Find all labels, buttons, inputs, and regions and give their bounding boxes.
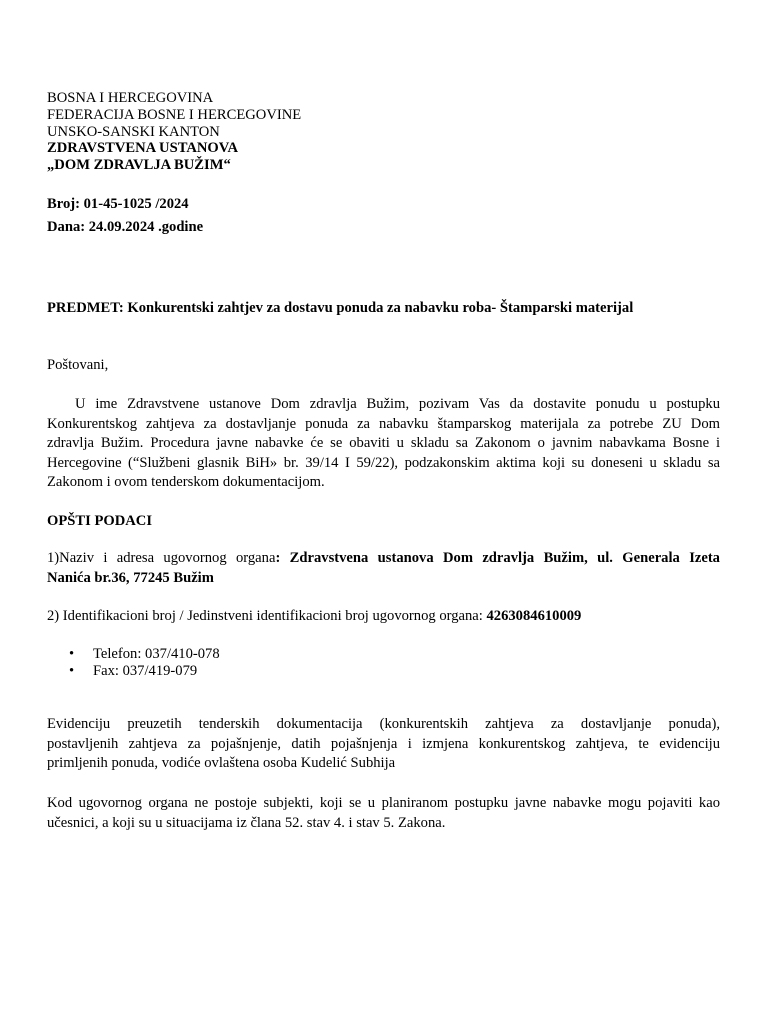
header-canton: UNSKO-SANSKI KANTON	[47, 123, 220, 140]
authority-prefix: 1)Naziv i adresa ugovornog organa	[47, 550, 276, 566]
conflict-line: Kod ugovornog organa ne postoje subjekti, koji se u planiranom postupku javne nabavke mogu pojaviti kao	[47, 795, 720, 811]
fax-number: Fax: 037/419-079	[93, 663, 198, 679]
bullet-icon: •	[69, 663, 75, 679]
records-line: Evidenciju preuzetih tenderskih dokumentacija (konkurentskih zahtjeva za dostavljanje ponuda),	[47, 716, 720, 732]
intro-line: Zakonom i ovom tenderskom dokumentacijom.	[47, 474, 325, 491]
authority-address: Nanića br.36, 77245 Bužim	[47, 569, 214, 586]
records-line: postavljenih zahtjeva za pojašnjenje, datih pojašnjenja i izmjena konkurentskog zahtjeva, te evidenciju	[47, 735, 720, 752]
conflict-paragraph	[47, 794, 720, 833]
intro-line: zdravlja Bužim. Procedura javne nabavke će se obaviti u skladu sa Zakonom o javnim nabavkama Bosne i	[47, 435, 720, 452]
document-number: Broj: 01-45-1025 /2024	[47, 196, 189, 212]
intro-line: Hercegovine (“Službeni glasnik BiH» br. 39/14 I 59/22), podzakonskim aktima koji su doneseni u skladu sa	[47, 454, 720, 471]
general-data-heading: OPŠTI PODACI	[47, 513, 153, 529]
header-institution-name: „DOM ZDRAVLJA BUŽIM“	[47, 157, 231, 174]
contracting-authority-item	[47, 549, 720, 588]
intro-line: U ime Zdravstvene ustanove Dom zdravlja Bužim, pozivam Vas da dostavite ponudu u postupku	[75, 396, 720, 412]
document-date: Dana: 24.09.2024 .godine	[47, 219, 204, 235]
conflict-line: učesnici, a koji su u situacijama iz člana 52. stav 4. i stav 5. Zakona.	[47, 814, 446, 831]
list-item	[47, 646, 220, 663]
header-institution-type: ZDRAVSTVENA USTANOVA	[47, 140, 238, 157]
contact-list	[47, 646, 220, 680]
list-item	[47, 663, 220, 680]
header-federation: FEDERACIJA BOSNE I HERCEGOVINE	[47, 106, 302, 123]
intro-paragraph	[47, 395, 720, 493]
bullet-icon: •	[69, 646, 75, 662]
intro-line: Konkurentskog zahtjeva za dostavljanje ponuda za nabavku štamparskog materijala za potrebe ZU Dom	[47, 415, 720, 432]
header-country: BOSNA I HERCEGOVINA	[47, 90, 214, 106]
authority-name: : Zdravstvena ustanova Dom zdravlja Bužim, ul. Generala Izeta	[275, 550, 720, 566]
authority-line	[47, 549, 720, 569]
phone-number: Telefon: 037/410-078	[93, 646, 220, 662]
greeting: Poštovani,	[47, 357, 109, 373]
subject-label: PREDMET	[47, 300, 119, 316]
records-line: primljenih ponuda, vodiće ovlaštena osoba Kudelić Subhija	[47, 755, 396, 772]
records-paragraph	[47, 715, 720, 774]
identification-item	[47, 608, 581, 625]
subject-text: : Konkurentski zahtjev za dostavu ponuda za nabavku roba- Štamparski materijal	[118, 300, 634, 316]
subject-line	[47, 300, 633, 317]
identification-label: 2) Identifikacioni broj / Jedinstveni identifikacioni broj ugovornog organa:	[47, 608, 487, 624]
institution-header	[47, 90, 301, 174]
identification-number: 4263084610009	[486, 608, 582, 624]
